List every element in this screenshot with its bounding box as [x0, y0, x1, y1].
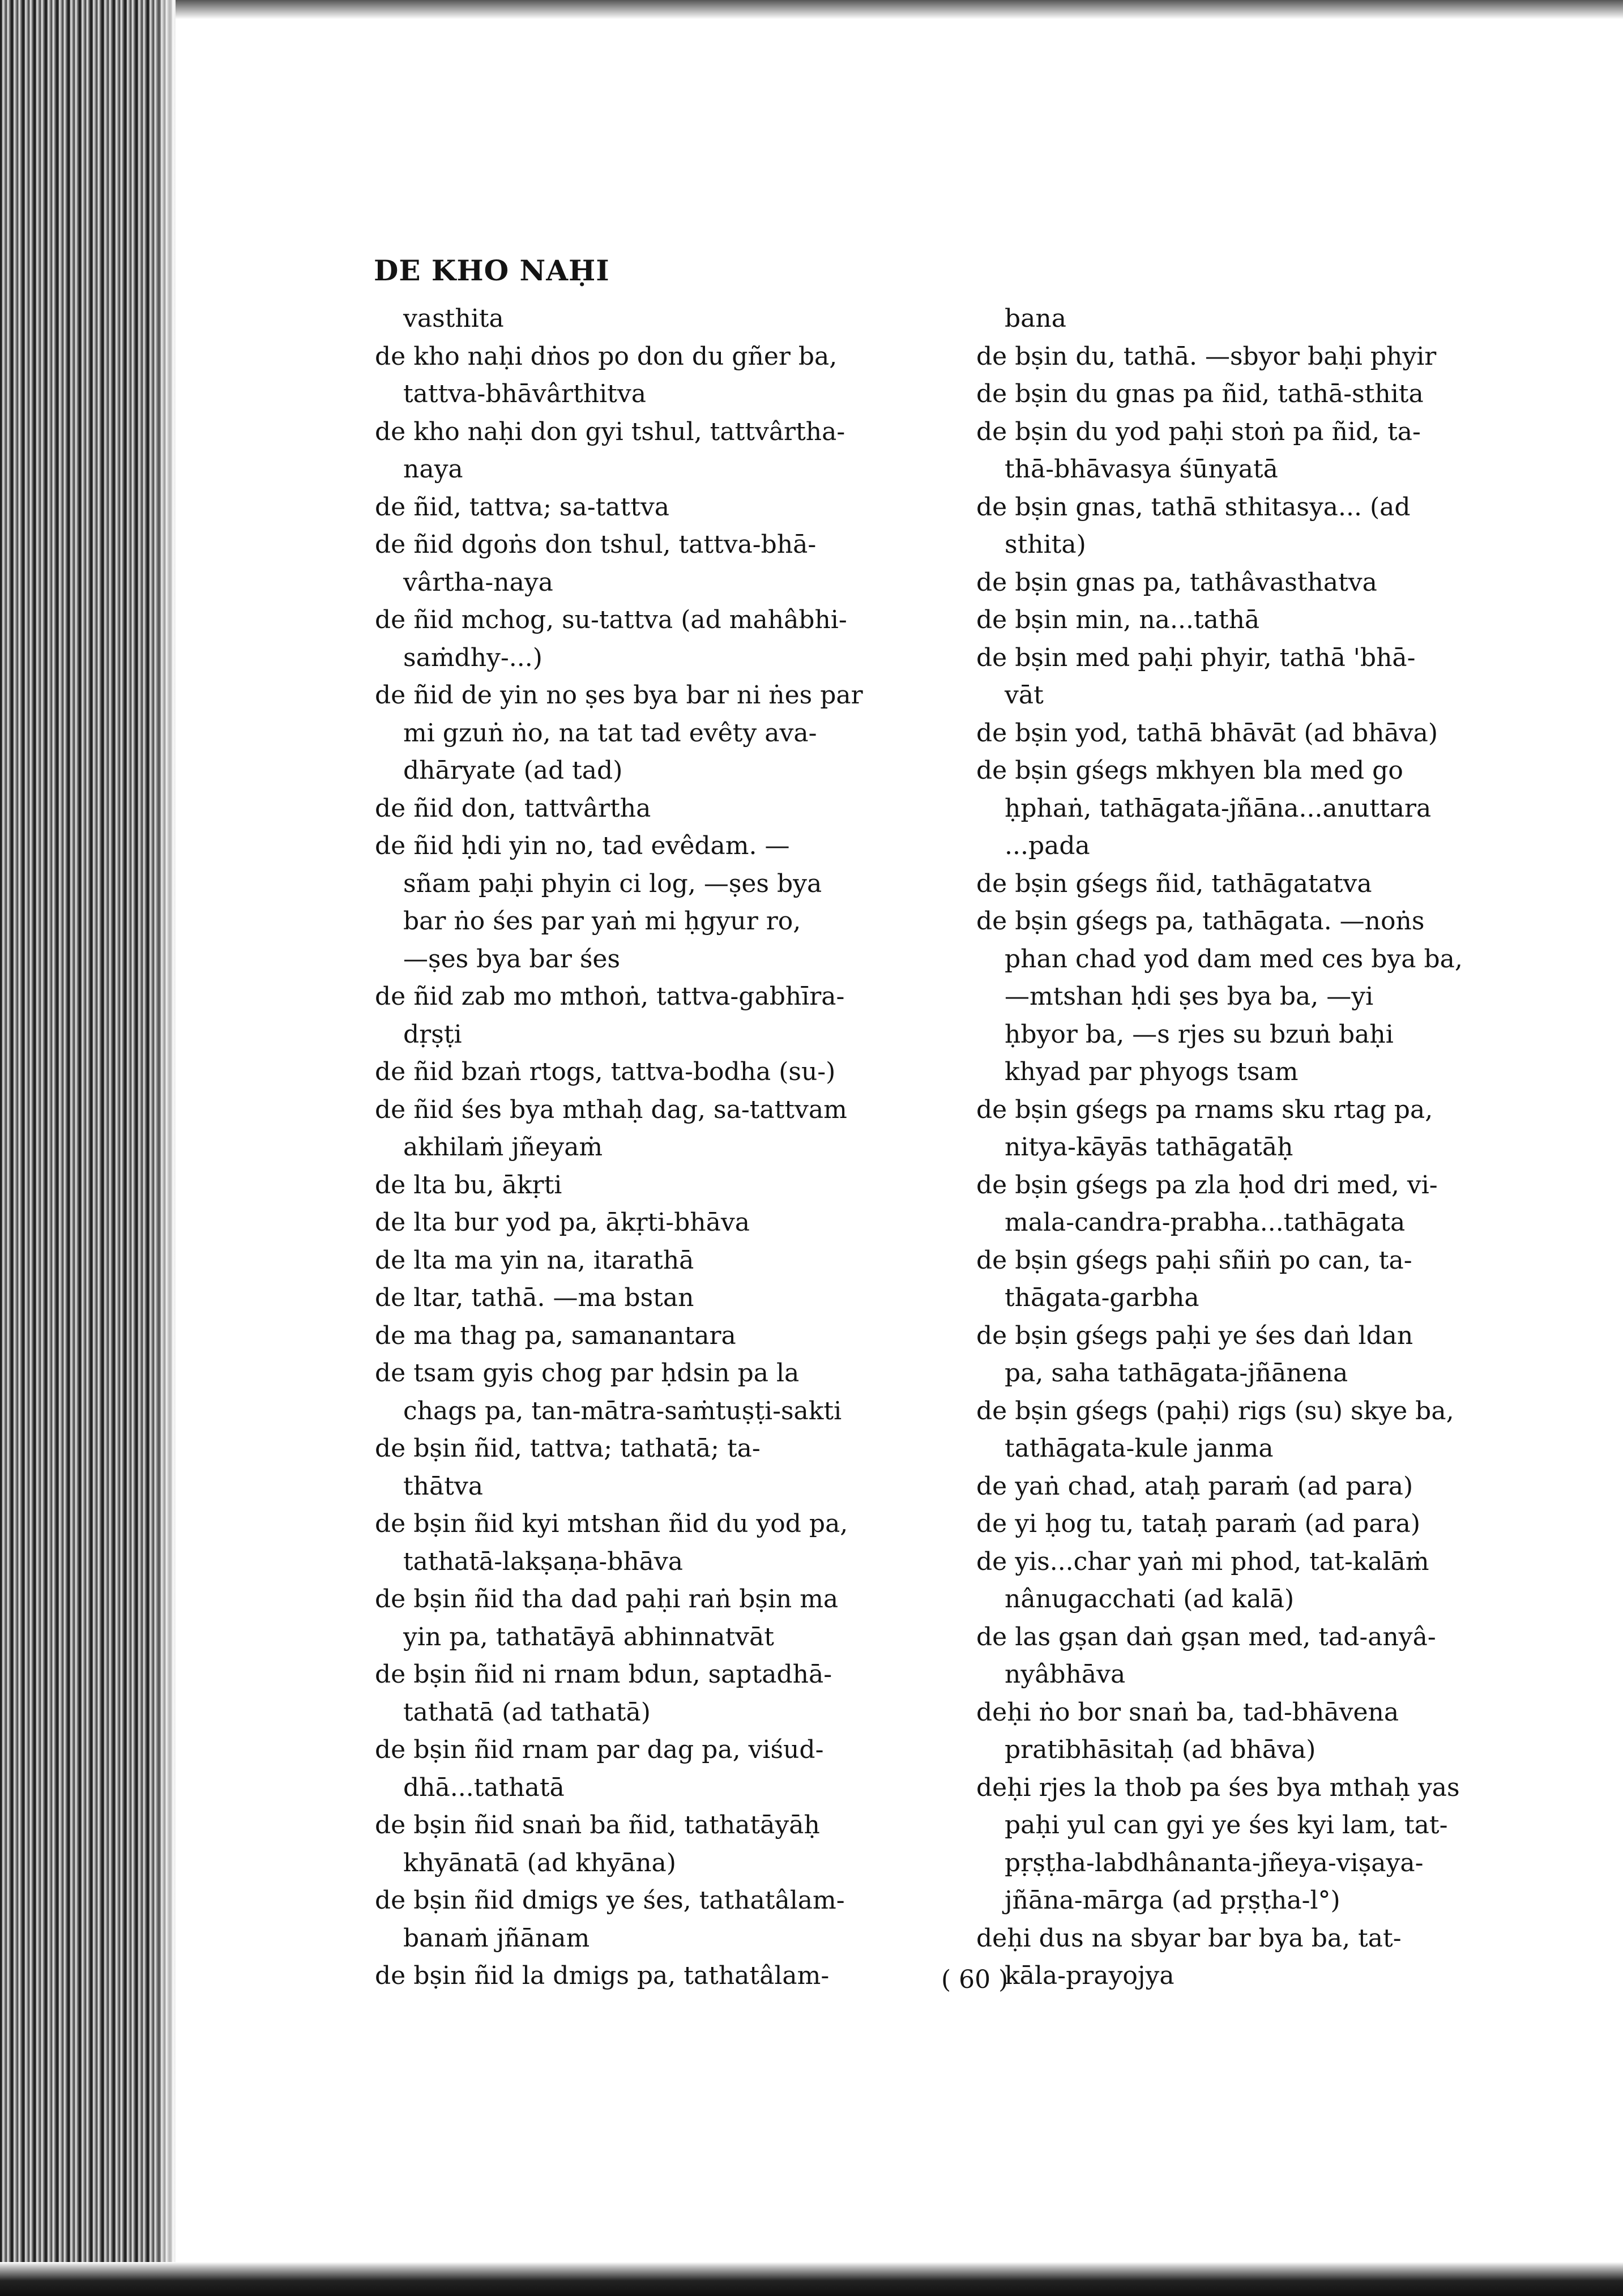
entry-line: pratibhāsitaḥ (ad bhāva) — [1005, 1735, 1316, 1764]
entry-line: de bṣin ñid rnam par dag pa, viśud- — [375, 1735, 824, 1764]
entry-line: de ñid dgoṅs don tshul, tattva-bhā- — [375, 530, 817, 559]
entry-line: deḥi dus na sbyar bar bya ba, tat- — [976, 1923, 1402, 1953]
entry-line: de ma thag pa, samanantara — [375, 1321, 736, 1350]
entry-line: de ñid bzaṅ rtogs, tattva-bodha (su-) — [375, 1057, 836, 1086]
entry-line: thā-bhāvasya śūnyatā — [1005, 455, 1278, 484]
entry-line: pa, saha tathāgata-jñānena — [1005, 1359, 1348, 1388]
entry-line: de bṣin ñid ni rnam bdun, saptadhā- — [375, 1660, 832, 1689]
entry-line: thātva — [403, 1471, 484, 1501]
entry-line: deḥi rjes la thob pa śes bya mthaḥ yas — [976, 1773, 1460, 1802]
entry-line: phan chad yod dam med ces bya ba, — [1005, 944, 1463, 974]
entry-line: de ñid mchog, su-tattva (ad mahâbhi- — [375, 605, 847, 634]
entry-line: saṁdhy-...) — [403, 643, 543, 672]
entry-line: de bṣin min, na...tathā — [976, 605, 1260, 634]
entry-line: de ñid, tattva; sa-tattva — [375, 492, 669, 522]
entry-line: —mtshan ḥdi ṣes bya ba, —yi — [1005, 982, 1374, 1011]
entry-line: nânugacchati (ad kalā) — [1005, 1585, 1295, 1614]
entry-line: de tsam gyis chog par ḥdsin pa la — [375, 1359, 800, 1388]
entry-line: de bṣin med paḥi phyir, tathā 'bhā- — [976, 643, 1416, 672]
running-header: DE KHO NAḤI — [374, 254, 610, 287]
entry-line: khyad par phyogs tsam — [1005, 1057, 1299, 1086]
entry-line: de bṣin gśegs pa, tathāgata. —noṅs — [976, 907, 1425, 936]
left-column — [375, 300, 958, 1995]
entry-line: de bṣin ñid tha dad paḥi raṅ bṣin ma — [375, 1585, 839, 1614]
entry-line: bar ṅo śes par yaṅ mi ḥgyur ro, — [403, 907, 801, 936]
entry-line: deḥi ṅo bor snaṅ ba, tad-bhāvena — [976, 1697, 1399, 1727]
entry-line: dhāryate (ad tad) — [403, 756, 623, 785]
entry-line: tathatā (ad tathatā) — [403, 1697, 651, 1727]
entry-line: ...pada — [1005, 831, 1090, 860]
entry-line: de lta bur yod pa, ākṛti-bhāva — [375, 1208, 750, 1237]
entry-line: de ñid zab mo mthoṅ, tattva-gabhīra- — [375, 982, 845, 1011]
entry-line: de bṣin gśegs paḥi ye śes daṅ ldan — [976, 1321, 1413, 1350]
entry-line: de bṣin yod, tathā bhāvāt (ad bhāva) — [976, 718, 1438, 748]
entry-line: paḥi yul can gyi ye śes kyi lam, tat- — [1005, 1811, 1448, 1840]
entry-line: banaṁ jñānam — [403, 1923, 590, 1953]
entry-line: de bṣin ñid la dmigs pa, tathatâlam- — [375, 1961, 830, 1990]
entry-line: de yis...char yaṅ mi phod, tat-kalāṁ — [976, 1547, 1429, 1576]
page-top-edge — [0, 0, 1623, 19]
entry-line: mala-candra-prabha...tathāgata — [1005, 1208, 1406, 1237]
entry-line: ḥphaṅ, tathāgata-jñāna...anuttara — [1005, 793, 1432, 823]
entry-line: vârtha-naya — [403, 567, 553, 597]
entry-line: —ṣes bya bar śes — [403, 944, 621, 974]
entry-line: de bṣin gśegs paḥi sñiṅ po can, ta- — [976, 1245, 1412, 1275]
entry-line: dṛṣṭi — [403, 1019, 462, 1049]
entry-line: de lta ma yin na, itarathā — [375, 1245, 694, 1275]
entry-line: de bṣin gśegs ñid, tathāgatatva — [976, 869, 1372, 898]
entry-line: de bṣin du, tathā. —sbyor baḥi phyir — [976, 342, 1437, 371]
entry-line: de bṣin gśegs pa rnams sku rtag pa, — [976, 1095, 1433, 1124]
book-spine-edge — [0, 0, 176, 2296]
entry-line: ḥbyor ba, —s rjes su bzuṅ baḥi — [1005, 1019, 1394, 1049]
entry-line: de bṣin ñid kyi mtshan ñid du yod pa, — [375, 1509, 848, 1538]
entry-line: de kho naḥi dṅos po don du gñer ba, — [375, 342, 838, 371]
entry-line: nitya-kāyās tathāgatāḥ — [1005, 1133, 1293, 1162]
entry-line: pṛṣṭha-labdhânanta-jñeya-viṣaya- — [1005, 1848, 1424, 1877]
entry-line: de ñid de yin no ṣes bya bar ni ṅes par — [375, 681, 863, 710]
entry-line: de yaṅ chad, ataḥ paraṁ (ad para) — [976, 1471, 1413, 1501]
entry-line: de bṣin gśegs (paḥi) rigs (su) skye ba, — [976, 1396, 1454, 1426]
entry-line: yin pa, tathatāyā abhinnatvāt — [403, 1622, 774, 1651]
entry-line: de bṣin ñid snaṅ ba ñid, tathatāyāḥ — [375, 1811, 820, 1840]
entry-line: de ltar, tathā. —ma bstan — [375, 1283, 694, 1312]
entry-line: tathatā-lakṣaṇa-bhāva — [403, 1547, 683, 1576]
entry-line: khyānatā (ad khyāna) — [403, 1848, 676, 1877]
entry-line: sthita) — [1005, 530, 1086, 559]
entry-line: de bṣin gśegs pa zla ḥod dri med, vi- — [976, 1170, 1438, 1200]
right-column — [976, 300, 1560, 1995]
entry-line: thāgata-garbha — [1005, 1283, 1199, 1312]
entry-line: akhilaṁ jñeyaṁ — [403, 1133, 603, 1162]
entry-line: de ñid ḥdi yin no, tad evêdam. — — [375, 831, 790, 860]
entry-line: de yi ḥog tu, tataḥ paraṁ (ad para) — [976, 1509, 1420, 1538]
entry-line: de bṣin du yod paḥi stoṅ pa ñid, ta- — [976, 417, 1421, 446]
entry-line: de bṣin ñid dmigs ye śes, tathatâlam- — [375, 1886, 845, 1915]
entry-line: tattva-bhāvârthitva — [403, 379, 646, 408]
entry-line: tathāgata-kule janma — [1005, 1434, 1274, 1463]
entry-line: chags pa, tan-mātra-saṁtuṣṭi-sakti — [403, 1396, 842, 1426]
entry-line: sñam paḥi phyin ci log, —ṣes bya — [403, 869, 822, 898]
entry-line: de bṣin ñid, tattva; tathatā; ta- — [375, 1434, 761, 1463]
page-bottom-edge — [0, 2262, 1623, 2296]
page-number: ( 60 ) — [941, 1965, 1009, 1994]
entry-line: vāt — [1005, 681, 1044, 710]
entry-line: jñāna-mārga (ad pṛṣṭha-l°) — [1005, 1886, 1340, 1915]
entry-line: de bṣin gśegs mkhyen bla med go — [976, 756, 1403, 785]
entry-line: mi gzuṅ ṅo, na tat tad evêty ava- — [403, 718, 817, 748]
entry-line: naya — [403, 455, 463, 484]
entry-line: dhā...tathatā — [403, 1773, 565, 1802]
entry-line: de ñid śes bya mthaḥ dag, sa-tattvam — [375, 1095, 847, 1124]
entry-line: kāla-prayojya — [1005, 1961, 1174, 1990]
entry-line: bana — [1005, 304, 1066, 333]
entry-line: de bṣin gnas, tathā sthitasya... (ad — [976, 492, 1411, 522]
entry-line: de las gṣan daṅ gṣan med, tad-anyâ- — [976, 1622, 1436, 1651]
entry-line: de lta bu, ākṛti — [375, 1170, 562, 1200]
entry-line: de kho naḥi don gyi tshul, tattvârtha- — [375, 417, 845, 446]
entry-line: de ñid don, tattvârtha — [375, 793, 651, 823]
entry-line: de bṣin gnas pa, tathâvasthatva — [976, 567, 1377, 597]
entry-line: vasthita — [403, 304, 504, 333]
entry-line: de bṣin du gnas pa ñid, tathā-sthita — [976, 379, 1424, 408]
entry-line: nyâbhāva — [1005, 1660, 1126, 1689]
